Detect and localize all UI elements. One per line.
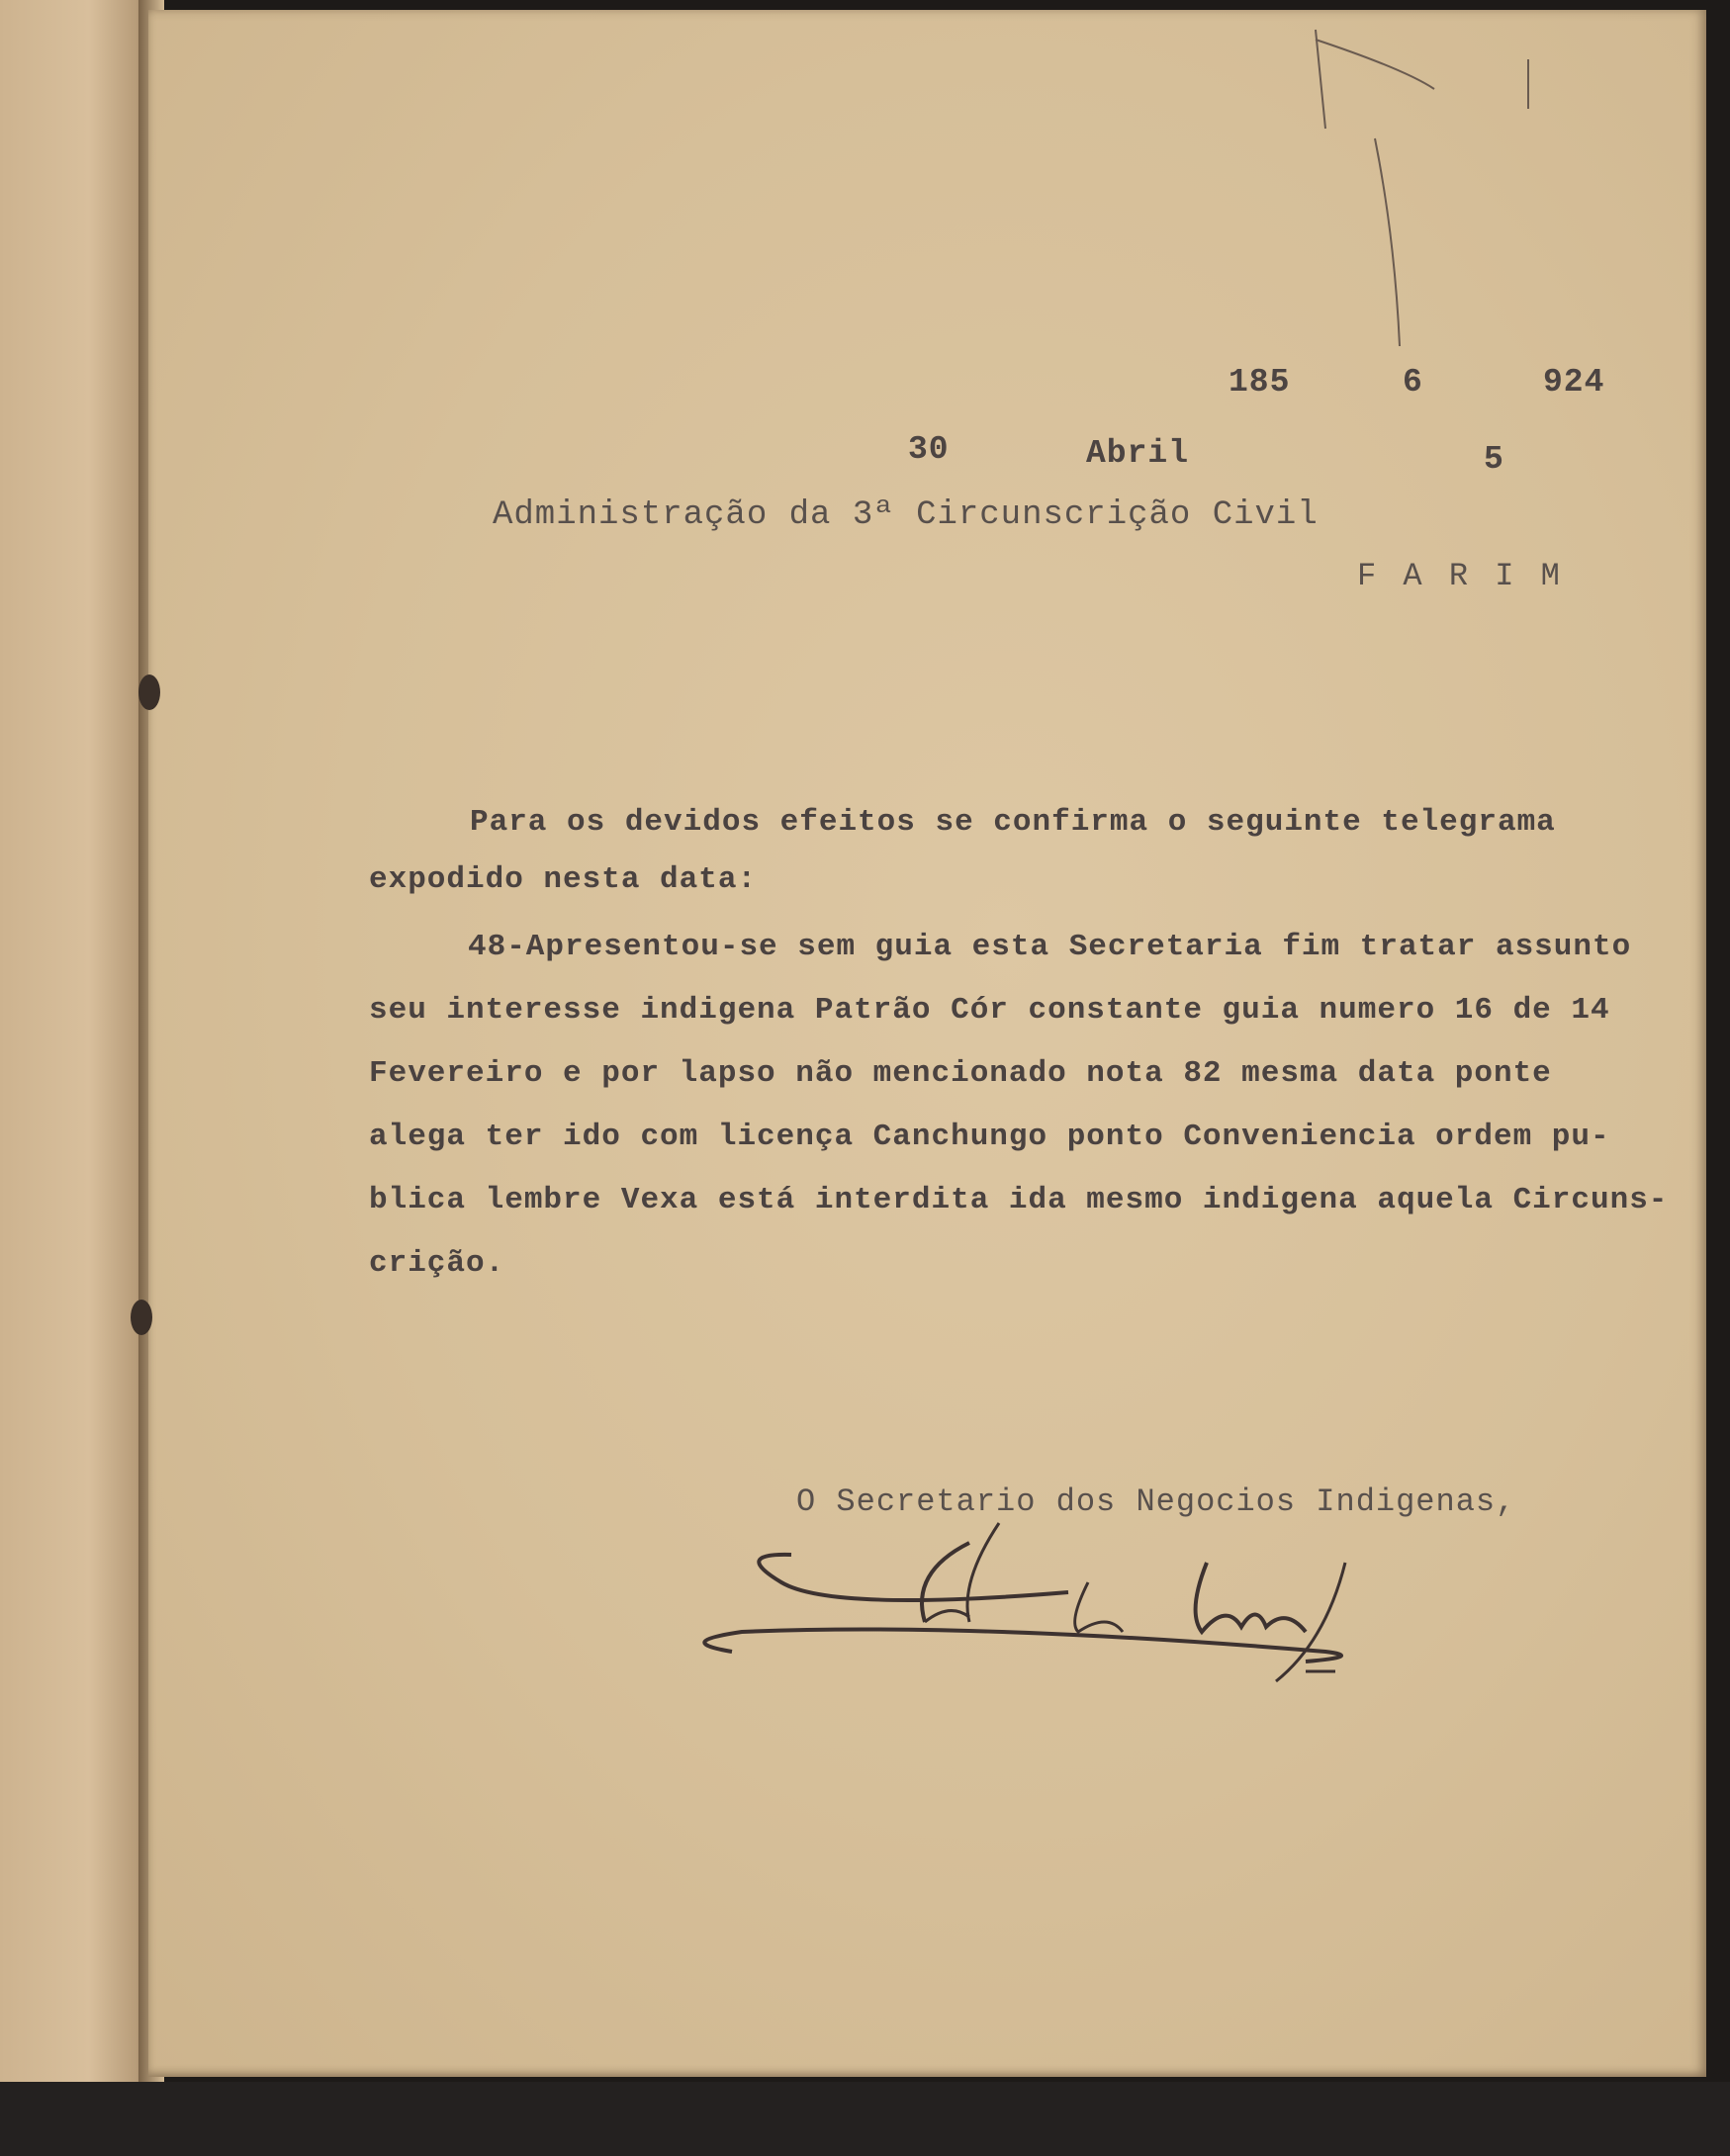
office-name: Administração da 3ª Circunscrição Civil	[493, 496, 1319, 534]
scan-background	[0, 2082, 1730, 2156]
body-line: Para os devidos efeitos se confirma o seguinte telegrama	[470, 805, 1556, 840]
body-line: blica lembre Vexa está interdita ida mesmo indigena aquela Circuns-	[369, 1183, 1669, 1217]
date-year-digit: 5	[1484, 441, 1504, 478]
reference-number: 185	[1229, 364, 1291, 401]
body-line: alega ter ido com licença Canchungo ponto Conveniencia ordem pu-	[369, 1120, 1610, 1154]
letter-body	[369, 791, 1704, 1296]
left-page-edge	[0, 0, 148, 2087]
body-line: Fevereiro e por lapso não mencionado nota 82 mesma data ponte	[369, 1056, 1552, 1091]
reference-year: 924	[1543, 364, 1605, 401]
body-line: 48-Apresentou-se sem guia esta Secretaria fim tratar assunto	[468, 930, 1632, 964]
place-name: F A R I M	[1357, 558, 1564, 594]
body-line: seu interesse indigena Patrão Cór constante guia numero 16 de 14	[369, 993, 1610, 1028]
signatory-title: O Secretario dos Negocios Indigenas,	[796, 1483, 1516, 1520]
handwritten-signature	[673, 1483, 1424, 1701]
date-month: Abril	[1086, 435, 1190, 472]
date-day: 30	[908, 431, 950, 468]
body-line: expodido nesta data:	[369, 862, 758, 897]
pencil-marks	[1286, 20, 1583, 356]
punch-hole-bottom	[131, 1300, 152, 1335]
body-line: crição.	[369, 1246, 505, 1281]
reference-month: 6	[1403, 364, 1423, 401]
punch-hole-top	[138, 674, 160, 710]
